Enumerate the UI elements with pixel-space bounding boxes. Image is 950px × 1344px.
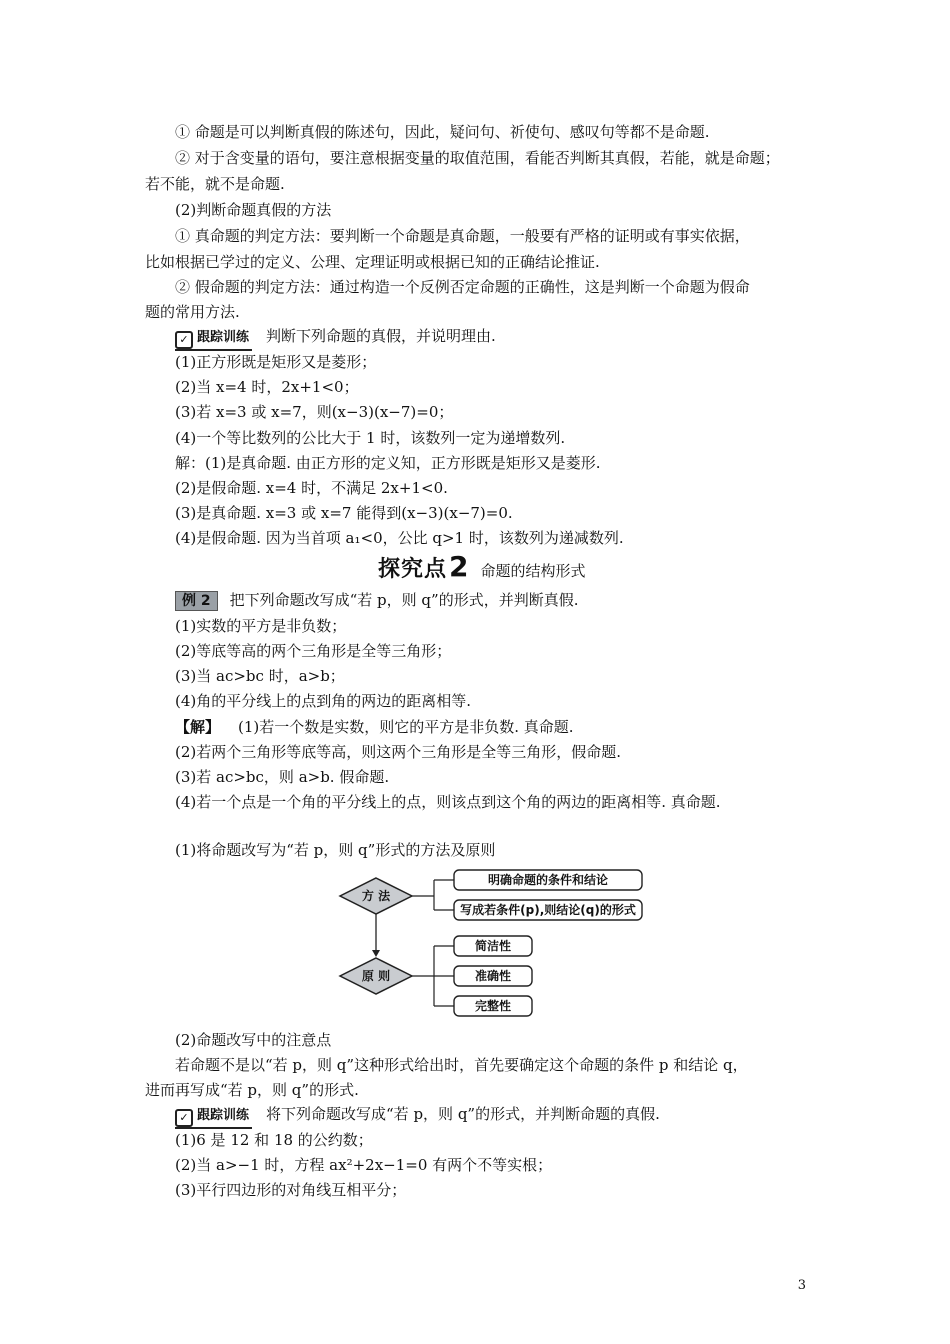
section-heading <box>378 550 586 583</box>
method-connector <box>412 880 454 910</box>
question-item: (3)当 ac>bc 时，a>b； <box>175 667 345 685</box>
training-prompt <box>175 1104 660 1129</box>
page-number: 3 <box>797 1278 806 1293</box>
text-line: 若命题不是以“若 p，则 q”这种形式给出时，首先要确定这个命题的条件 p 和结论 q， <box>175 1056 748 1074</box>
prompt-text: 把下列命题改写成“若 p，则 q”的形式，并判断真假. <box>229 591 579 609</box>
arrow-head <box>372 950 380 957</box>
principle-item-text: 简洁性 <box>474 939 512 953</box>
method-item-text: 明确命题的条件和结论 <box>487 873 609 887</box>
summary-heading: (1)将命题改写为“若 p，则 q”形式的方法及原则 <box>175 841 496 859</box>
principle-item-text: 完整性 <box>474 999 512 1013</box>
answer-item: 解：(1)是真命题. 由正方形的定义知，正方形既是矩形又是菱形. <box>175 454 601 472</box>
text-line: 进而再写成“若 p，则 q”的形式. <box>145 1081 359 1099</box>
follow-training-badge: ✓ 跟踪训练 <box>175 328 252 351</box>
method-label: 方 法 <box>361 889 391 903</box>
example-badge: 例 2 <box>175 591 218 611</box>
text-line: ② 假命题的判定方法：通过构造一个反例否定命题的正确性，这是判断一个命题为假命 <box>175 278 750 296</box>
text-line: 若不能，就不是命题. <box>145 175 285 193</box>
question-item: (2)等底等高的两个三角形是全等三角形； <box>175 642 452 660</box>
check-icon: ✓ <box>175 331 193 349</box>
solution-label: 【解】 <box>175 718 221 736</box>
question-item: (2)当 x=4 时，2x+1<0； <box>175 378 359 396</box>
follow-training-badge: ✓ 跟踪训练 <box>175 1106 252 1129</box>
section-number: 2 <box>449 550 469 583</box>
question-item: (2)当 a>−1 时，方程 ax²+2x−1=0 有两个不等实根； <box>175 1156 553 1174</box>
answer-item: (2)是假命题. x=4 时，不满足 2x+1<0. <box>175 479 448 497</box>
answer-item: (3)是真命题. x=3 或 x=7 能得到(x−3)(x−7)=0. <box>175 504 513 522</box>
solution-text: (1)若一个数是实数，则它的平方是非负数. 真命题. <box>238 718 574 736</box>
text-line: 比如根据已学过的定义、公理、定理证明或根据已知的正确结论推证. <box>145 253 600 271</box>
question-item: (1)正方形既是矩形又是菱形； <box>175 353 377 371</box>
solution-item: (2)若两个三角形等底等高，则这两个三角形是全等三角形，假命题. <box>175 743 622 761</box>
question-item: (4)角的平分线上的点到角的两边的距离相等. <box>175 692 472 710</box>
question-item: (3)平行四边形的对角线互相平分； <box>175 1181 407 1199</box>
prompt-text: 判断下列命题的真假，并说明理由. <box>266 327 496 345</box>
text-line: ① 命题是可以判断真假的陈述句，因此，疑问句、祈使句、感叹句等都不是命题. <box>175 123 710 141</box>
check-icon: ✓ <box>175 1109 193 1127</box>
method-principle-diagram <box>338 866 650 1026</box>
training-prompt <box>175 326 496 351</box>
question-item: (1)6 是 12 和 18 的公约数； <box>175 1131 373 1149</box>
solution-item: (4)若一个点是一个角的平分线上的点，则该点到这个角的两边的距离相等. 真命题. <box>175 793 721 811</box>
subheading: (2)判断命题真假的方法 <box>175 201 332 219</box>
section-subtitle: 命题的结构形式 <box>480 562 586 580</box>
principle-label: 原 则 <box>361 969 391 983</box>
text-line: ② 对于含变量的语句，要注意根据变量的取值范围，看能否判断其真假，若能，就是命题； <box>175 149 780 167</box>
text-line: 题的常用方法. <box>145 303 240 321</box>
example-prompt <box>175 590 578 611</box>
prompt-text: 将下列命题改写成“若 p，则 q”的形式，并判断命题的真假. <box>266 1105 660 1123</box>
question-item: (3)若 x=3 或 x=7，则(x−3)(x−7)=0； <box>175 403 454 421</box>
section-title: 探究点 <box>378 557 448 582</box>
principle-item-text: 准确性 <box>474 969 512 983</box>
solution-item: (3)若 ac>bc，则 a>b. 假命题. <box>175 768 390 786</box>
solution-item <box>175 717 574 737</box>
question-item: (4)一个等比数列的公比大于 1 时，该数列一定为递增数列. <box>175 429 566 447</box>
answer-item: (4)是假命题. 因为当首项 a₁<0，公比 q>1 时，该数列为递减数列. <box>175 529 624 547</box>
method-item-text: 写成若条件(p),则结论(q)的形式 <box>460 903 636 917</box>
question-item: (1)实数的平方是非负数； <box>175 617 347 635</box>
summary-heading: (2)命题改写中的注意点 <box>175 1031 332 1049</box>
principle-connector <box>412 946 454 1006</box>
text-line: ① 真命题的判定方法：要判断一个命题是真命题，一般要有严格的证明或有事实依据， <box>175 227 750 245</box>
